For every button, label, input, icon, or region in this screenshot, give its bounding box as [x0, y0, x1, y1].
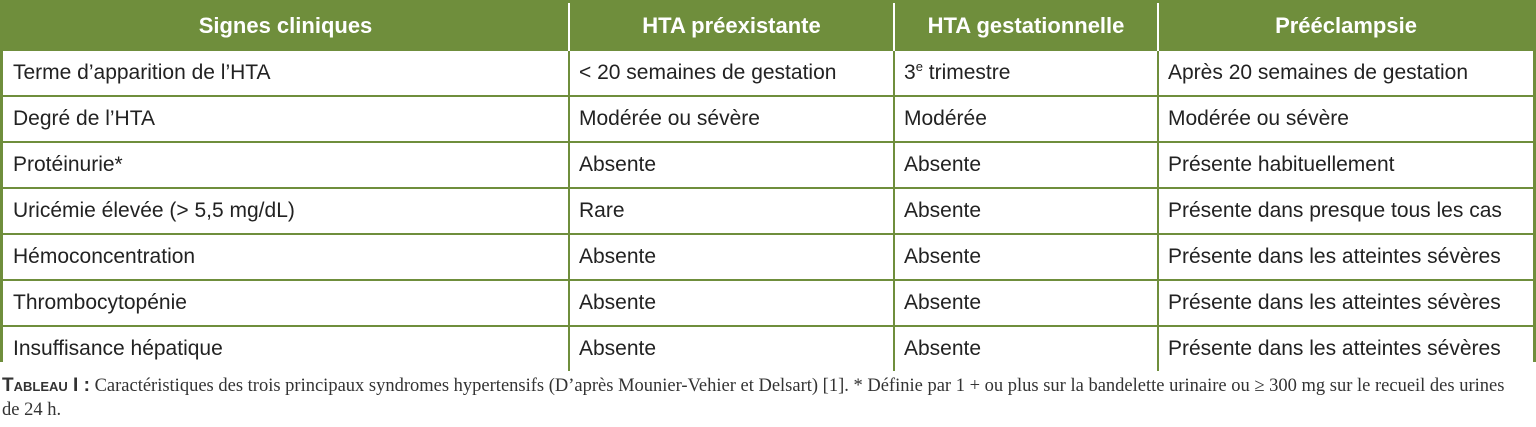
table-cell: Modérée [894, 96, 1158, 142]
table-cell: Après 20 semaines de gestation [1158, 50, 1533, 96]
caption-label: Tableau I : [2, 375, 90, 396]
table-cell: Absente [569, 326, 894, 371]
caption-text: Caractéristiques des trois principaux syndromes hypertensifs (D’après Mounier-Vehier et Delsart) [1]. * Définie par 1 + ou plus sur la bandelette urinaire ou ≥ 300 mg sur le recueil des urines de 24 h. [2, 376, 1505, 420]
table-cell: Modérée ou sévère [569, 96, 894, 142]
table-cell: Absente [894, 142, 1158, 188]
header-signes-cliniques: Signes cliniques [3, 3, 569, 50]
table-cell: Modérée ou sévère [1158, 96, 1533, 142]
header-preeclampsie: Prééclampsie [1158, 3, 1533, 50]
header-hta-preexistante: HTA préexistante [569, 3, 894, 50]
table-cell: Absente [894, 188, 1158, 234]
table-cell: Absente [569, 280, 894, 326]
table-cell: Présente dans les atteintes sévères [1158, 280, 1533, 326]
table-cell: Absente [894, 234, 1158, 280]
table-cell: Présente dans les atteintes sévères [1158, 234, 1533, 280]
table-cell: Absente [569, 234, 894, 280]
trimester-superscript: e [915, 59, 923, 74]
table-cell [894, 50, 1158, 96]
trimester-number: 3 [904, 61, 916, 84]
table-cell: Absente [569, 142, 894, 188]
table-caption [2, 374, 1522, 422]
header-hta-gestationnelle: HTA gestationnelle [894, 3, 1158, 50]
table-row [3, 96, 1533, 142]
trimester-suffix: trimestre [922, 61, 1011, 84]
clinical-signs-table [3, 3, 1533, 371]
table-cell: < 20 semaines de gestation [569, 50, 894, 96]
table-header-row [3, 3, 1533, 50]
table-cell: Présente dans les atteintes sévères [1158, 326, 1533, 371]
table-cell: Présente habituellement [1158, 142, 1533, 188]
table-cell: Hémoconcentration [3, 234, 569, 280]
table-cell: Thrombocytopénie [3, 280, 569, 326]
table-row [3, 142, 1533, 188]
table-cell: Uricémie élevée (> 5,5 mg/dL) [3, 188, 569, 234]
table-row [3, 326, 1533, 371]
table-row [3, 234, 1533, 280]
table-cell: Degré de l’HTA [3, 96, 569, 142]
table-cell: Rare [569, 188, 894, 234]
table-row [3, 280, 1533, 326]
table-cell: Absente [894, 280, 1158, 326]
table-row [3, 50, 1533, 96]
table-cell: Terme d’apparition de l’HTA [3, 50, 569, 96]
table-cell: Absente [894, 326, 1158, 371]
table-cell: Présente dans presque tous les cas [1158, 188, 1533, 234]
table-cell: Protéinurie* [3, 142, 569, 188]
table-cell: Insuffisance hépatique [3, 326, 569, 371]
table-row [3, 188, 1533, 234]
